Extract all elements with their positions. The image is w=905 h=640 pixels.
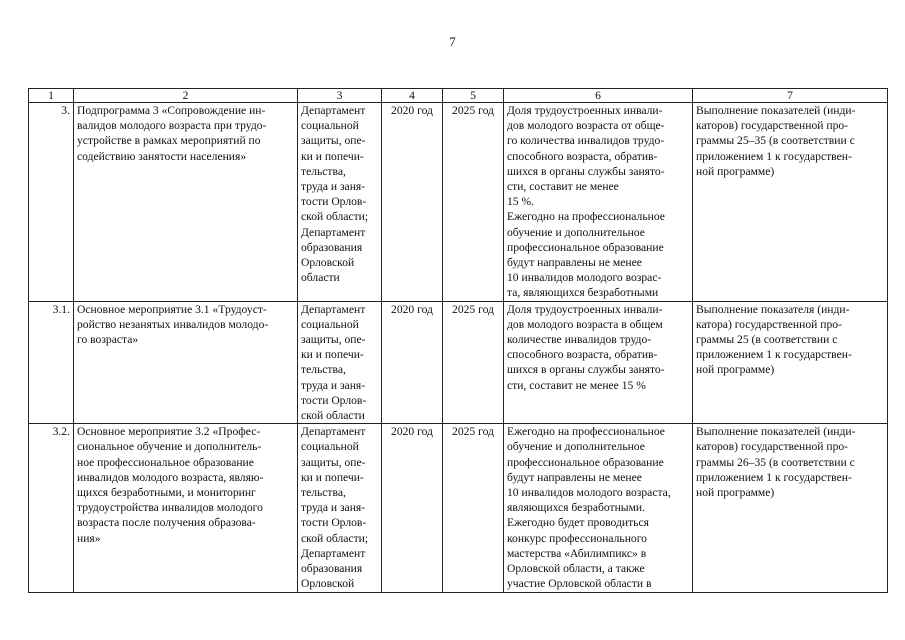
end-year: 2025 год (443, 301, 504, 424)
indicators: Выполнение показателей (инди- каторов) государственной про- граммы 26–35 (в соответствии с приложением 1 к государствен- ной программе) (693, 424, 888, 592)
header-row (29, 89, 888, 103)
table-row (29, 424, 888, 592)
start-year: 2020 год (382, 301, 443, 424)
measure-name: Подпрограмма 3 «Сопровождение ин- валидов молодого возраста при трудо- устройстве в рамках мероприятий по содействию занятости населения» (74, 103, 298, 302)
executor: Департамент социальной защиты, опе- ки и попечи- тельства, труда и заня- тости Орлов- ской области (298, 301, 382, 424)
page-number: 7 (449, 34, 456, 49)
header-cell-5: 5 (443, 89, 504, 103)
indicators: Выполнение показателя (инди- катора) государственной про- граммы 25 (в соответствии с приложением 1 к государствен- ной программе) (693, 301, 888, 424)
indicators: Выполнение показателей (инди- каторов) государственной про- граммы 25–35 (в соответствии с приложением 1 к государствен- ной программе) (693, 103, 888, 302)
expected-result: Ежегодно на профессиональное обучение и дополнительное профессиональное образование будут направлены не менее 10 инвалидов молодого возраста, являющихся безработными. Ежегодно будет проводиться конкурс профессионального мастерства «Абилимпикс» в Орловской области, а также участие Орловской области в (504, 424, 693, 592)
table-row (29, 301, 888, 424)
start-year: 2020 год (382, 424, 443, 592)
start-year: 2020 год (382, 103, 443, 302)
executor: Департамент социальной защиты, опе- ки и попечи- тельства, труда и заня- тости Орлов- ской области; Департамент образования Орловской области (298, 103, 382, 302)
measure-name: Основное мероприятие 3.2 «Профес- сиональное обучение и дополнитель- ное профессиональное образование инвалидов молодого возраста, являю- щихся безработными, и мониторинг трудоустройства инвалидов молодого возраста после получения образова- ния» (74, 424, 298, 592)
row-number: 3.2. (29, 424, 74, 592)
row-number: 3.1. (29, 301, 74, 424)
header-cell-7: 7 (693, 89, 888, 103)
header-cell-6: 6 (504, 89, 693, 103)
header-cell-3: 3 (298, 89, 382, 103)
program-table (28, 88, 888, 593)
measure-name: Основное мероприятие 3.1 «Трудоуст- ройство незанятых инвалидов молодо- го возраста» (74, 301, 298, 424)
expected-result: Доля трудоустроенных инвали- дов молодого возраста в общем количестве инвалидов трудо- способного возраста, обратив- шихся в органы службы занято- сти, составит не менее 15 % (504, 301, 693, 424)
header-cell-4: 4 (382, 89, 443, 103)
row-number: 3. (29, 103, 74, 302)
executor: Департамент социальной защиты, опе- ки и попечи- тельства, труда и заня- тости Орлов- ской области; Департамент образования Орловской (298, 424, 382, 592)
expected-result: Доля трудоустроенных инвали- дов молодого возраста от обще- го количества инвалидов трудо- способного возраста, обратив- шихся в органы службы занято- сти, составит не менее 15 %. Ежегодно на профессиональное обучение и дополнительное профессиональное образование будут направлены не менее 10 инвалидов молодого возрас- та, являющихся безработными (504, 103, 693, 302)
table-row (29, 103, 888, 302)
end-year: 2025 год (443, 103, 504, 302)
header-cell-2: 2 (74, 89, 298, 103)
end-year: 2025 год (443, 424, 504, 592)
header-cell-1: 1 (29, 89, 74, 103)
